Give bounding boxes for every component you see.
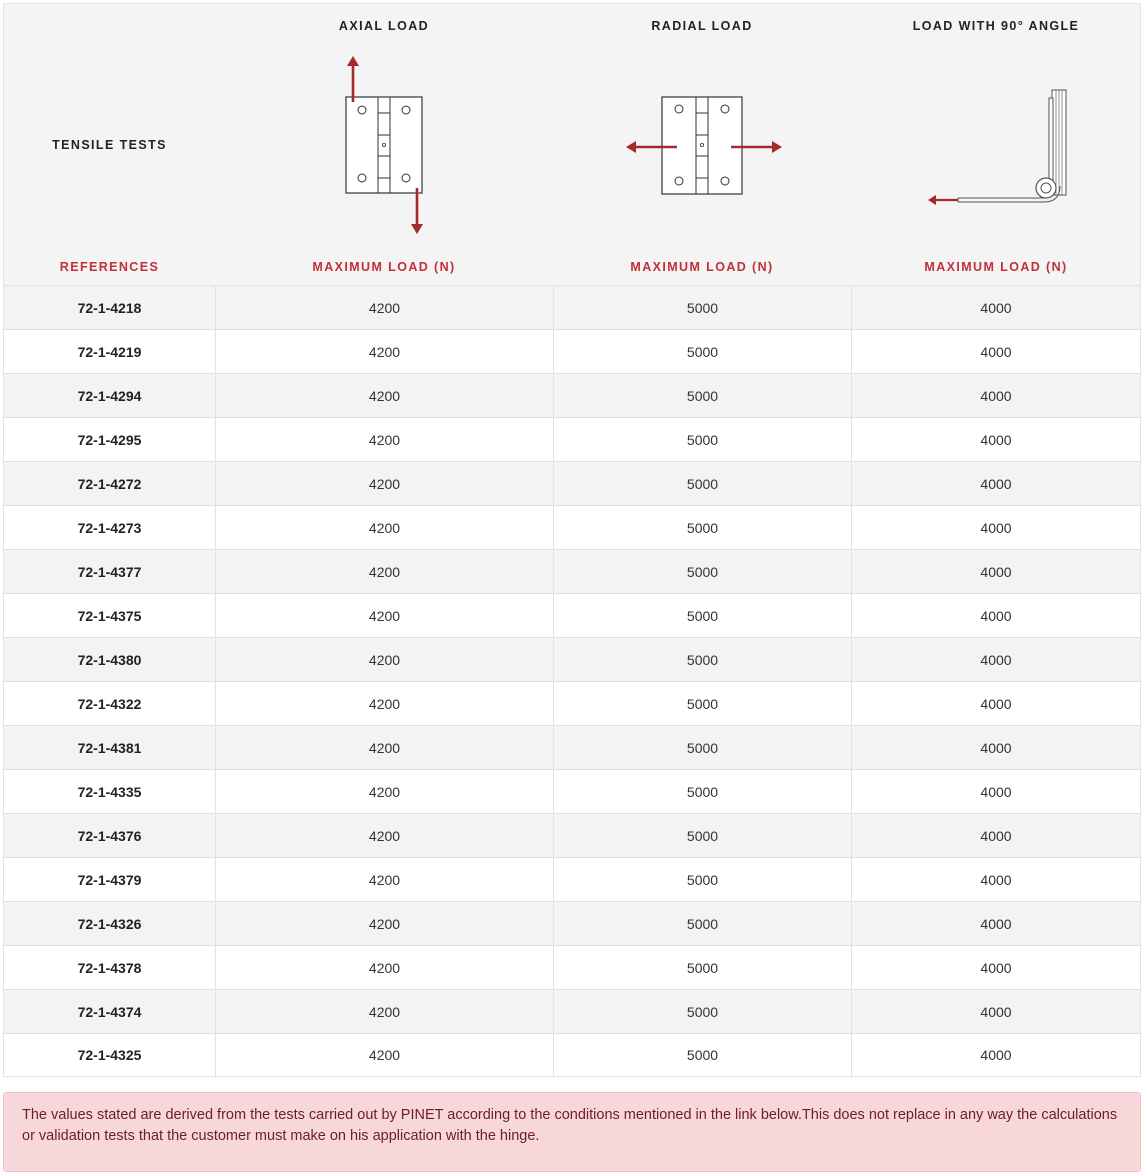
angle-load-cell: 4000 [851, 858, 1140, 901]
radial-load-cell: 5000 [553, 1034, 851, 1076]
angle-load-cell: 4000 [851, 594, 1140, 637]
reference-cell: 72-1-4375 [77, 607, 142, 624]
radial-load-cell: 5000 [553, 726, 851, 769]
table-row [3, 505, 1141, 549]
table-row [3, 945, 1141, 989]
reference-cell: 72-1-4326 [77, 915, 142, 932]
table-row [3, 593, 1141, 637]
table-row [3, 637, 1141, 681]
hinge-90-angle-load-icon [922, 84, 1082, 214]
angle-load-cell: 4000 [851, 990, 1140, 1033]
axial-load-cell: 4200 [215, 858, 553, 901]
reference-cell: 72-1-4380 [77, 651, 142, 668]
references-header: REFERENCES [59, 260, 160, 274]
axial-load-cell: 4200 [215, 462, 553, 505]
angle-load-cell: 4000 [851, 902, 1140, 945]
reference-cell: 72-1-4374 [77, 1003, 142, 1020]
radial-load-cell: 5000 [553, 638, 851, 681]
angle-load-cell: 4000 [851, 374, 1140, 417]
reference-cell: 72-1-4272 [77, 475, 142, 492]
reference-cell: 72-1-4325 [77, 1047, 142, 1063]
axial-load-cell: 4200 [215, 550, 553, 593]
table-row [3, 901, 1141, 945]
disclaimer-notice: The values stated are derived from the tests carried out by PINET according to the conditions mentioned in the link below.This does not replace in any way the calculations or validation tests that the customer must make on his application with the hinge. [3, 1092, 1141, 1172]
table-header [3, 3, 1141, 285]
table-row [3, 989, 1141, 1033]
radial-load-cell: 5000 [553, 814, 851, 857]
angle-load-cell: 4000 [851, 1034, 1140, 1076]
radial-load-cell: 5000 [553, 374, 851, 417]
angle-load-cell: 4000 [851, 946, 1140, 989]
radial-load-cell: 5000 [553, 682, 851, 725]
table-row [3, 461, 1141, 505]
radial-load-cell: 5000 [553, 418, 851, 461]
angle-load-cell: 4000 [851, 682, 1140, 725]
reference-cell: 72-1-4335 [77, 783, 142, 800]
axial-load-cell: 4200 [215, 1034, 553, 1076]
angle-load-cell: 4000 [851, 506, 1140, 549]
axial-load-cell: 4200 [215, 814, 553, 857]
reference-cell: 72-1-4294 [77, 387, 142, 404]
axial-load-title: AXIAL LOAD [338, 19, 430, 33]
radial-load-title: RADIAL LOAD [651, 19, 753, 33]
axial-load-cell: 4200 [215, 726, 553, 769]
reference-cell: 72-1-4379 [77, 871, 142, 888]
tensile-tests-label: TENSILE TESTS [52, 138, 167, 152]
angle-load-cell: 4000 [851, 638, 1140, 681]
angle-max-load-header: MAXIMUM LOAD (N) [924, 260, 1068, 274]
table-row [3, 1033, 1141, 1077]
hinge-axial-load-icon [334, 52, 434, 238]
angle-load-cell: 4000 [851, 286, 1140, 329]
radial-load-cell: 5000 [553, 858, 851, 901]
table-row [3, 373, 1141, 417]
axial-load-cell: 4200 [215, 330, 553, 373]
angle-load-cell: 4000 [851, 330, 1140, 373]
angle-load-cell: 4000 [851, 814, 1140, 857]
axial-load-cell: 4200 [215, 946, 553, 989]
radial-load-cell: 5000 [553, 506, 851, 549]
radial-load-cell: 5000 [553, 462, 851, 505]
reference-cell: 72-1-4376 [77, 827, 142, 844]
table-row [3, 681, 1141, 725]
angle-load-cell: 4000 [851, 770, 1140, 813]
reference-cell: 72-1-4378 [77, 959, 142, 976]
reference-cell: 72-1-4322 [77, 695, 142, 712]
table-row [3, 857, 1141, 901]
radial-load-cell: 5000 [553, 946, 851, 989]
radial-load-cell: 5000 [553, 330, 851, 373]
angle-load-cell: 4000 [851, 418, 1140, 461]
radial-load-cell: 5000 [553, 286, 851, 329]
radial-load-cell: 5000 [553, 550, 851, 593]
reference-cell: 72-1-4218 [77, 299, 142, 316]
table-row [3, 725, 1141, 769]
angle-load-cell: 4000 [851, 550, 1140, 593]
table-row [3, 549, 1141, 593]
radial-load-cell: 5000 [553, 770, 851, 813]
radial-max-load-header: MAXIMUM LOAD (N) [630, 260, 774, 274]
axial-load-cell: 4200 [215, 902, 553, 945]
reference-cell: 72-1-4377 [77, 563, 142, 580]
reference-cell: 72-1-4295 [77, 431, 142, 448]
axial-load-cell: 4200 [215, 506, 553, 549]
axial-load-cell: 4200 [215, 374, 553, 417]
angle-load-cell: 4000 [851, 726, 1140, 769]
radial-load-cell: 5000 [553, 594, 851, 637]
axial-load-cell: 4200 [215, 286, 553, 329]
axial-load-cell: 4200 [215, 990, 553, 1033]
reference-cell: 72-1-4219 [77, 343, 142, 360]
radial-load-cell: 5000 [553, 902, 851, 945]
table-body [3, 285, 1141, 1077]
reference-cell: 72-1-4381 [77, 739, 142, 756]
angle-load-title: LOAD WITH 90° ANGLE [912, 19, 1080, 33]
radial-load-cell: 5000 [553, 990, 851, 1033]
axial-load-cell: 4200 [215, 594, 553, 637]
angle-load-cell: 4000 [851, 462, 1140, 505]
table-row [3, 285, 1141, 329]
table-row [3, 329, 1141, 373]
hinge-radial-load-icon [619, 84, 789, 208]
axial-load-cell: 4200 [215, 770, 553, 813]
table-row [3, 417, 1141, 461]
table-row [3, 769, 1141, 813]
axial-load-cell: 4200 [215, 418, 553, 461]
tensile-tests-table [3, 3, 1141, 1077]
reference-cell: 72-1-4273 [77, 519, 142, 536]
axial-max-load-header: MAXIMUM LOAD (N) [312, 260, 456, 274]
axial-load-cell: 4200 [215, 682, 553, 725]
table-row [3, 813, 1141, 857]
axial-load-cell: 4200 [215, 638, 553, 681]
